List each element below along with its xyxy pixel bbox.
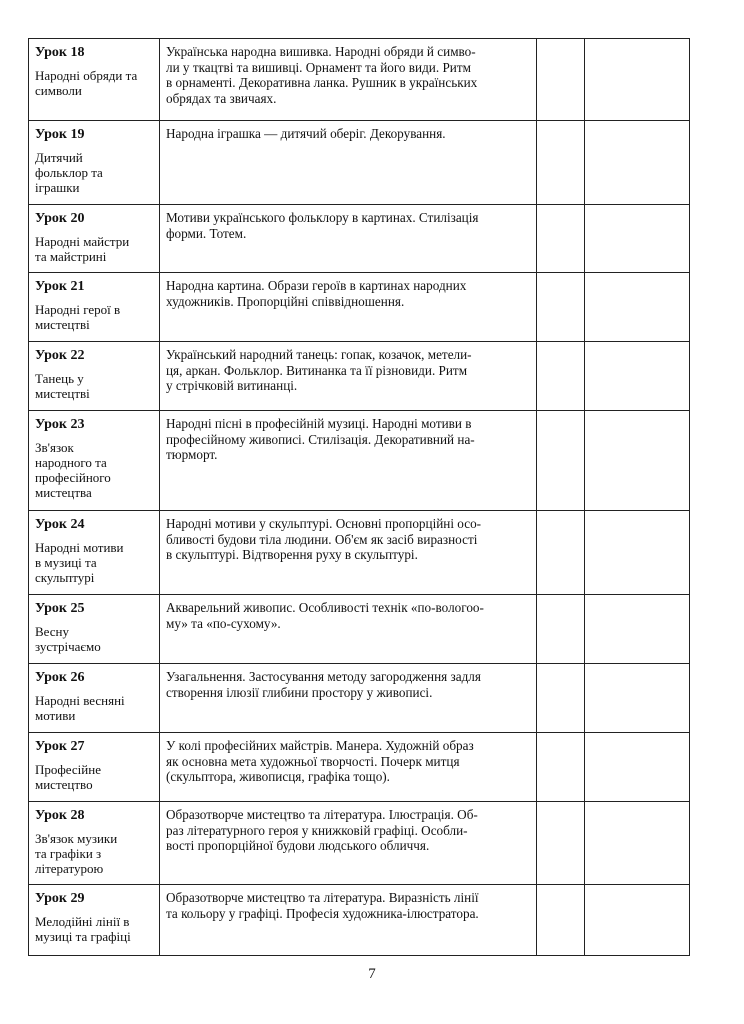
lesson-plan-table xyxy=(28,38,690,956)
lesson-number: Урок 21 xyxy=(35,279,85,294)
date-cell xyxy=(537,205,585,273)
notes-cell xyxy=(585,733,690,802)
lesson-title: Народні обряди та символи xyxy=(35,68,138,98)
lesson-title: Дитячий фольклор та іграшки xyxy=(35,150,103,195)
date-cell xyxy=(537,595,585,664)
lesson-topics: Український народний танець: гопак, козачок, метели- ця, аркан. Фольклор. Витинанка та її різновиди. Ритм у стрічковій витинанці. xyxy=(160,342,537,411)
date-cell xyxy=(537,121,585,205)
lesson-cell xyxy=(29,205,160,273)
table-row xyxy=(29,273,690,342)
notes-cell xyxy=(585,411,690,511)
table-row xyxy=(29,802,690,885)
table-row xyxy=(29,733,690,802)
table-row xyxy=(29,595,690,664)
table-row xyxy=(29,511,690,595)
lesson-number: Урок 28 xyxy=(35,808,85,823)
lesson-topics: Узагальнення. Застосування методу загородження задля створення ілюзії глибини простору у живописі. xyxy=(160,664,537,733)
table-row xyxy=(29,664,690,733)
lesson-cell xyxy=(29,664,160,733)
date-cell xyxy=(537,664,585,733)
notes-cell xyxy=(585,802,690,885)
lesson-title: Народні герої в мистецтві xyxy=(35,302,121,332)
lesson-topics: Образотворче мистецтво та література. Виразність лінії та кольору у графіці. Професія художника-ілюстратора. xyxy=(160,885,537,956)
lesson-title: Зв'язок народного та професійного мистецтва xyxy=(35,440,111,500)
date-cell xyxy=(537,885,585,956)
table-row xyxy=(29,411,690,511)
lesson-number: Урок 25 xyxy=(35,601,85,616)
lesson-title: Народні майстри та майстрині xyxy=(35,234,130,264)
lesson-topics: Українська народна вишивка. Народні обряди й симво- ли у ткацтві та вишивці. Орнамент та його види. Ритм в орнаменті. Декоративна ланка. Рушник в українських обрядах та звичаях. xyxy=(160,39,537,121)
lesson-topics: Народні мотиви у скульптурі. Основні пропорційні осо- бливості будови тіла людини. Об'єм як засіб виразності в скульптурі. Відтворення руху в скульптурі. xyxy=(160,511,537,595)
notes-cell xyxy=(585,273,690,342)
lesson-number: Урок 20 xyxy=(35,211,85,226)
lesson-title: Професійне мистецтво xyxy=(35,762,101,792)
lesson-cell xyxy=(29,342,160,411)
lesson-cell xyxy=(29,39,160,121)
notes-cell xyxy=(585,205,690,273)
lesson-topics: Мотиви українського фольклору в картинах. Стилізація форми. Тотем. xyxy=(160,205,537,273)
date-cell xyxy=(537,511,585,595)
date-cell xyxy=(537,411,585,511)
lesson-topics: Образотворче мистецтво та література. Ілюстрація. Об- раз літературного героя у книжковій графіці. Особли- вості пропорційної будови людського обличчя. xyxy=(160,802,537,885)
lesson-title: Народні мотиви в музиці та скульптурі xyxy=(35,540,124,585)
notes-cell xyxy=(585,39,690,121)
lesson-cell xyxy=(29,273,160,342)
page-number: 7 xyxy=(368,966,376,982)
date-cell xyxy=(537,733,585,802)
lesson-cell xyxy=(29,121,160,205)
lesson-cell xyxy=(29,885,160,956)
lesson-number: Урок 26 xyxy=(35,670,85,685)
lesson-number: Урок 18 xyxy=(35,45,85,60)
lesson-cell xyxy=(29,802,160,885)
table-row xyxy=(29,205,690,273)
lesson-topics: Акварельний живопис. Особливості технік «по-вологоо- му» та «по-сухому». xyxy=(160,595,537,664)
notes-cell xyxy=(585,511,690,595)
lesson-title: Народні весняні мотиви xyxy=(35,693,125,723)
date-cell xyxy=(537,342,585,411)
notes-cell xyxy=(585,121,690,205)
date-cell xyxy=(537,802,585,885)
lesson-cell xyxy=(29,511,160,595)
table-row xyxy=(29,39,690,121)
lesson-topics: Народна іграшка — дитячий оберіг. Декорування. xyxy=(160,121,537,205)
notes-cell xyxy=(585,664,690,733)
lesson-number: Урок 22 xyxy=(35,348,85,363)
lesson-cell xyxy=(29,733,160,802)
lesson-topics: У колі професійних майстрів. Манера. Художній образ як основна мета художньої творчості. Почерк митця (скульптора, живописця, графіка тощо). xyxy=(160,733,537,802)
lesson-number: Урок 24 xyxy=(35,517,85,532)
lesson-topics: Народна картина. Образи героїв в картинах народних художників. Пропорційні співвідношення. xyxy=(160,273,537,342)
lesson-topics: Народні пісні в професійній музиці. Народні мотиви в професійному живописі. Стилізація. Декоративний на- тюрморт. xyxy=(160,411,537,511)
table-row xyxy=(29,121,690,205)
date-cell xyxy=(537,273,585,342)
lesson-number: Урок 27 xyxy=(35,739,85,754)
notes-cell xyxy=(585,595,690,664)
lesson-cell xyxy=(29,595,160,664)
lesson-title: Танець у мистецтві xyxy=(35,371,90,401)
table-row xyxy=(29,885,690,956)
date-cell xyxy=(537,39,585,121)
lesson-title: Мелодійні лінії в музиці та графіці xyxy=(35,914,131,944)
lesson-title: Зв'язок музики та графіки з літературою xyxy=(35,831,118,876)
lesson-cell xyxy=(29,411,160,511)
lesson-number: Урок 19 xyxy=(35,127,85,142)
lesson-number: Урок 29 xyxy=(35,891,85,906)
notes-cell xyxy=(585,885,690,956)
notes-cell xyxy=(585,342,690,411)
lesson-number: Урок 23 xyxy=(35,417,85,432)
lesson-title: Весну зустрічаємо xyxy=(35,624,101,654)
table-row xyxy=(29,342,690,411)
